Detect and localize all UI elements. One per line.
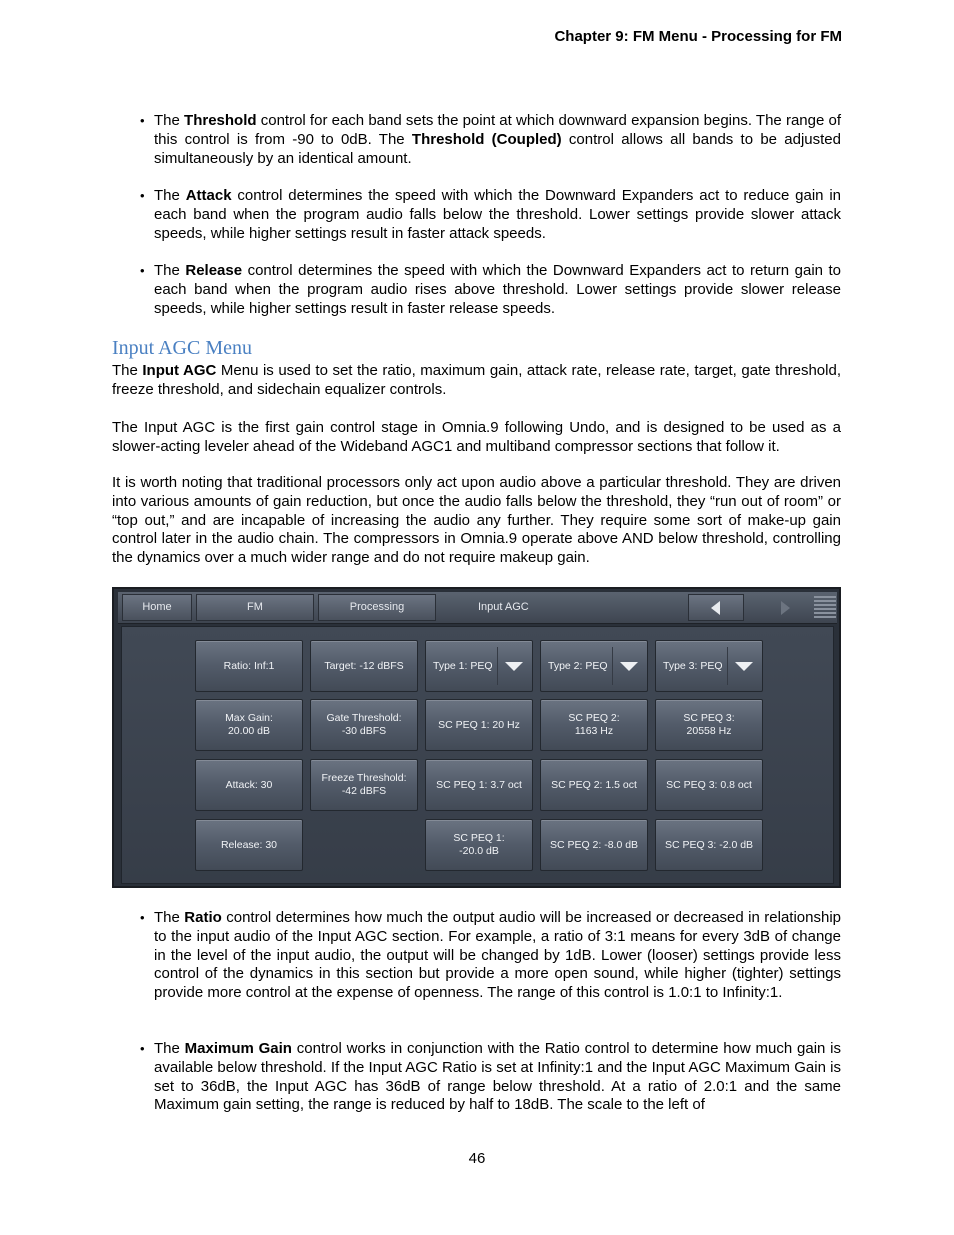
chevron-down-icon (735, 662, 753, 671)
attack-button[interactable]: Attack: 30 (195, 759, 303, 811)
bold-term: Threshold (Coupled) (411, 130, 562, 148)
text-run: The (154, 1040, 185, 1057)
nav-home-button[interactable]: Home (122, 594, 192, 621)
page-number: 46 (468, 1150, 486, 1167)
page-header: Chapter 9: FM Menu - Processing for FM (554, 28, 842, 45)
sc-peq3-freq-button[interactable]: SC PEQ 3: 20558 Hz (655, 699, 763, 751)
paragraph-first-stage (112, 419, 841, 457)
sc-peq1-bw-button[interactable]: SC PEQ 1: 3.7 oct (425, 759, 533, 811)
paragraph-intro (112, 362, 841, 400)
bold-term: Input AGC (142, 362, 217, 379)
text-run: control determines the speed with which the Downward Expanders act to reduce gain in each band when the program audio falls below the threshold. Lower settings provide slower attack speeds, while higher settings result in faster attack speeds. (154, 187, 841, 242)
bold-term: Attack (185, 187, 232, 204)
text-run: The (112, 362, 143, 379)
bullet-dot: • (140, 188, 145, 203)
text-run: control for each band sets the point at which downward expansion begins. The range of this control is from -90 to 0dB. The (154, 112, 841, 148)
divider (497, 647, 498, 685)
type2-label: Type 2: PEQ (548, 659, 608, 672)
sc-peq1-gain-button[interactable]: SC PEQ 1: -20.0 dB (425, 819, 533, 871)
back-button[interactable] (688, 594, 744, 621)
nav-fm-button[interactable]: FM (196, 594, 314, 621)
nav-bar (118, 592, 837, 624)
nav-page-title: Input AGC (478, 601, 529, 613)
section-title: Input AGC Menu (112, 337, 252, 359)
bullet-dot: • (140, 113, 145, 128)
gate-threshold-button[interactable]: Gate Threshold: -30 dBFS (310, 699, 418, 751)
bullet-dot: • (140, 1041, 145, 1056)
bold-term: Ratio (184, 909, 222, 926)
bold-term: Release (185, 262, 243, 279)
sc-peq1-freq-button[interactable]: SC PEQ 1: 20 Hz (425, 699, 533, 751)
release-button[interactable]: Release: 30 (195, 819, 303, 871)
bullet-dot: • (140, 263, 145, 278)
bullet-dot: • (140, 910, 145, 925)
freeze-threshold-button[interactable]: Freeze Threshold: -42 dBFS (310, 759, 418, 811)
type3-label: Type 3: PEQ (663, 659, 723, 672)
sc-peq2-freq-button[interactable]: SC PEQ 2: 1163 Hz (540, 699, 648, 751)
sc-peq2-gain-button[interactable]: SC PEQ 2: -8.0 dB (540, 819, 648, 871)
bullet-ratio (140, 909, 841, 1003)
chevron-down-icon (505, 662, 523, 671)
max-gain-button[interactable]: Max Gain: 20.00 dB (195, 699, 303, 751)
bold-term: Threshold (184, 112, 257, 129)
bullet-release (140, 262, 842, 318)
divider (612, 647, 613, 685)
text-run: control allows all bands to be adjusted simultaneously by an identical amount. (154, 130, 841, 167)
sc-peq2-bw-button[interactable]: SC PEQ 2: 1.5 oct (540, 759, 648, 811)
bullet-threshold (140, 112, 841, 168)
type2-dropdown[interactable] (540, 640, 648, 692)
text-run: It is worth noting that traditional processors only act upon audio above a particular threshold. They are driven into various amounts of gain reduction, but once the audio falls below the threshold, they “run out of room” or “top out,” and are incapable of increasing the audio any further. They require some sort of make-up gain control later in the audio chain. The compressors in Omnia.9 operate above AND below threshold, controlling the dynamics over a much wider range and do not require makeup gain. (112, 474, 841, 567)
controls-area (121, 626, 834, 884)
text-run: Menu is used to set the ratio, maximum gain, attack rate, release rate, target, gate threshold, freeze threshold, and sidechain equalizer controls. (112, 362, 841, 398)
bullet-attack (140, 187, 841, 243)
text-run: The (154, 909, 185, 926)
text-run: The (154, 112, 185, 129)
nav-processing-button[interactable]: Processing (318, 594, 436, 621)
grip-icon[interactable] (814, 596, 836, 620)
text-run: control determines the speed with which the Downward Expanders act to return gain to each band when the program audio rises above threshold. Lower settings provide slower release speeds, while higher settings result in faster release speeds. (154, 262, 842, 317)
text-run: control determines how much the output audio will be increased or decreased in relationship to the input audio of the Input AGC section. For example, a ratio of 3:1 means for every 3dB of change in the level of the input audio, the output will be changed by 1dB. Lower (looser) settings provide less control of the dynamics in this section but provide a more open sound, while higher (tighter) settings provide more control at the expense of openness. The range of this control is 1.0:1 to Infinity:1. (154, 909, 841, 1002)
bullet-maximum-gain (140, 1040, 841, 1115)
type1-dropdown[interactable] (425, 640, 533, 692)
text-run: The (154, 187, 186, 204)
sc-peq3-gain-button[interactable]: SC PEQ 3: -2.0 dB (655, 819, 763, 871)
type1-label: Type 1: PEQ (433, 659, 493, 672)
chevron-down-icon (620, 662, 638, 671)
input-agc-screen (112, 587, 841, 888)
divider (727, 647, 728, 685)
text-run: The (154, 262, 186, 279)
type3-dropdown[interactable] (655, 640, 763, 692)
bold-term: Maximum Gain (184, 1040, 292, 1057)
forward-arrow-icon[interactable] (781, 601, 790, 615)
text-run: The Input AGC is the first gain control stage in Omnia.9 following Undo, and is designed to be used as a slower-acting leveler ahead of the Wideband AGC1 and multiband compressor sections that follow it. (112, 419, 841, 455)
paragraph-threshold-note (112, 474, 841, 568)
target-button[interactable]: Target: -12 dBFS (310, 640, 418, 692)
text-run: control works in conjunction with the Ratio control to determine how much gain is available below threshold. If the Input AGC Ratio is set at Infinity:1 and the Input AGC Maximum Gain is set to 36dB, the Input AGC has 36dB of range below threshold. At a ratio of 2.0:1 and the same Maximum gain setting, the range is reduced by half to 18dB. The scale to the left of (154, 1040, 841, 1114)
back-arrow-icon (711, 601, 720, 615)
sc-peq3-bw-button[interactable]: SC PEQ 3: 0.8 oct (655, 759, 763, 811)
ratio-button[interactable]: Ratio: Inf:1 (195, 640, 303, 692)
